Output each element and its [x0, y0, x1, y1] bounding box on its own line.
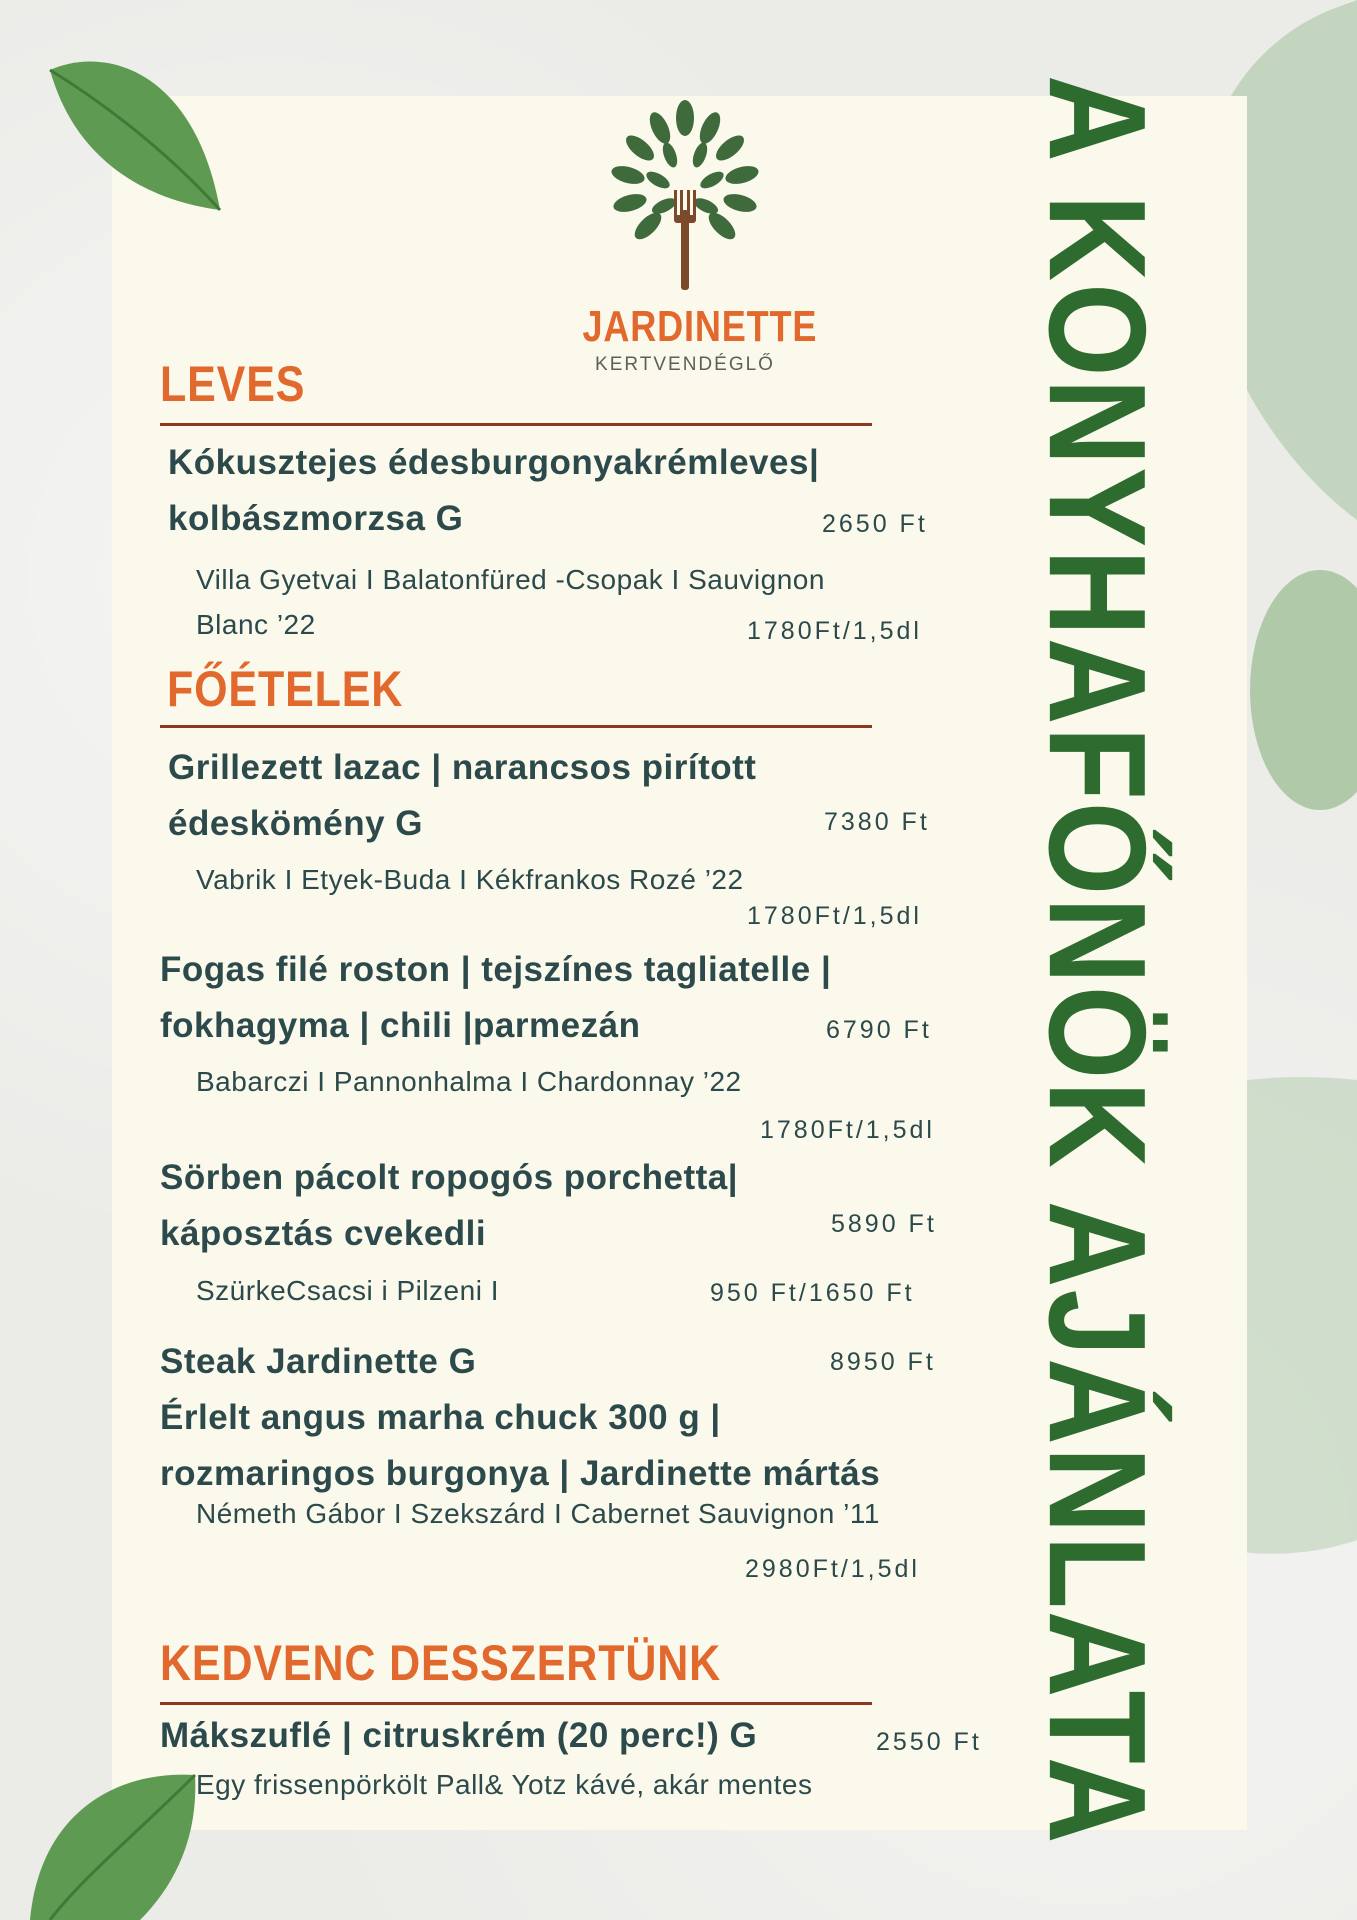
- wine-pairing: Babarczi I Pannonhalma I Chardonnay ’22: [196, 1066, 742, 1097]
- section-divider: [160, 423, 872, 426]
- dish-price: 7380 Ft: [824, 808, 930, 836]
- dish-description: Érlelt angus marha chuck 300 g |: [160, 1398, 721, 1437]
- brand-name: JARDINETTE: [582, 302, 818, 351]
- brand-subtitle: KERTVENDÉGLŐ: [595, 354, 775, 375]
- beer-price: 950 Ft/1650 Ft: [710, 1279, 915, 1307]
- vertical-title: [1017, 74, 1177, 1846]
- section-leves-heading: LEVES: [160, 356, 306, 412]
- wine-pairing: Blanc ’22: [196, 609, 316, 640]
- dish-name: Mákszuflé | citruskrém (20 perc!) G: [160, 1716, 758, 1755]
- dish-name: Grillezett lazac | narancsos pirított: [168, 748, 757, 787]
- beer-pairing: SzürkeCsacsi i Pilzeni I: [196, 1275, 499, 1306]
- section-foetelek-heading: FŐÉTELEK: [167, 661, 404, 717]
- dish-name: fokhagyma | chili |parmezán: [160, 1006, 641, 1045]
- dish-description: rozmaringos burgonya | Jardinette mártás: [160, 1454, 881, 1493]
- wine-price: 1780Ft/1,5dl: [760, 1116, 935, 1144]
- wine-pairing: Vabrik I Etyek-Buda I Kékfrankos Rozé ’22: [196, 864, 744, 895]
- wine-price: 2980Ft/1,5dl: [745, 1555, 920, 1583]
- wine-pairing: Németh Gábor I Szekszárd I Cabernet Sauvignon ’11: [196, 1498, 880, 1529]
- section-divider: [160, 1702, 872, 1705]
- dish-name: kolbászmorzsa G: [168, 499, 464, 538]
- dish-name: Fogas filé roston | tejszínes tagliatelle |: [160, 950, 832, 989]
- dish-price: 2550 Ft: [876, 1728, 982, 1756]
- section-dessert-heading: KEDVENC DESSZERTÜNK: [160, 1635, 722, 1691]
- wine-price: 1780Ft/1,5dl: [747, 617, 922, 645]
- dish-name: édeskömény G: [168, 804, 423, 843]
- dish-price: 8950 Ft: [830, 1348, 936, 1376]
- leaf-decoration-top-left: [45, 50, 225, 220]
- dish-price: 2650 Ft: [822, 510, 928, 538]
- dish-name: Steak Jardinette G: [160, 1342, 477, 1381]
- dish-name: Sörben pácolt ropogós porchetta|: [160, 1158, 739, 1197]
- section-divider: [160, 725, 872, 728]
- dish-price: 6790 Ft: [826, 1016, 932, 1044]
- dish-name: káposztás cvekedli: [160, 1214, 487, 1253]
- wine-pairing: Villa Gyetvai I Balatonfüred -Csopak I Sauvignon: [196, 564, 825, 595]
- dessert-note: Egy frissenpörkölt Pall& Yotz kávé, akár mentes: [196, 1769, 813, 1800]
- leaf-decoration-right-mid: [1230, 560, 1357, 820]
- dish-price: 5890 Ft: [831, 1210, 937, 1238]
- title-text: A KONYHAFŐNÖK AJÁNLATA: [1019, 74, 1175, 1846]
- wine-price: 1780Ft/1,5dl: [747, 902, 922, 930]
- leaf-decoration-bottom-left: [20, 1770, 200, 1920]
- dish-name: Kókusztejes édesburgonyakrémleves|: [168, 443, 820, 482]
